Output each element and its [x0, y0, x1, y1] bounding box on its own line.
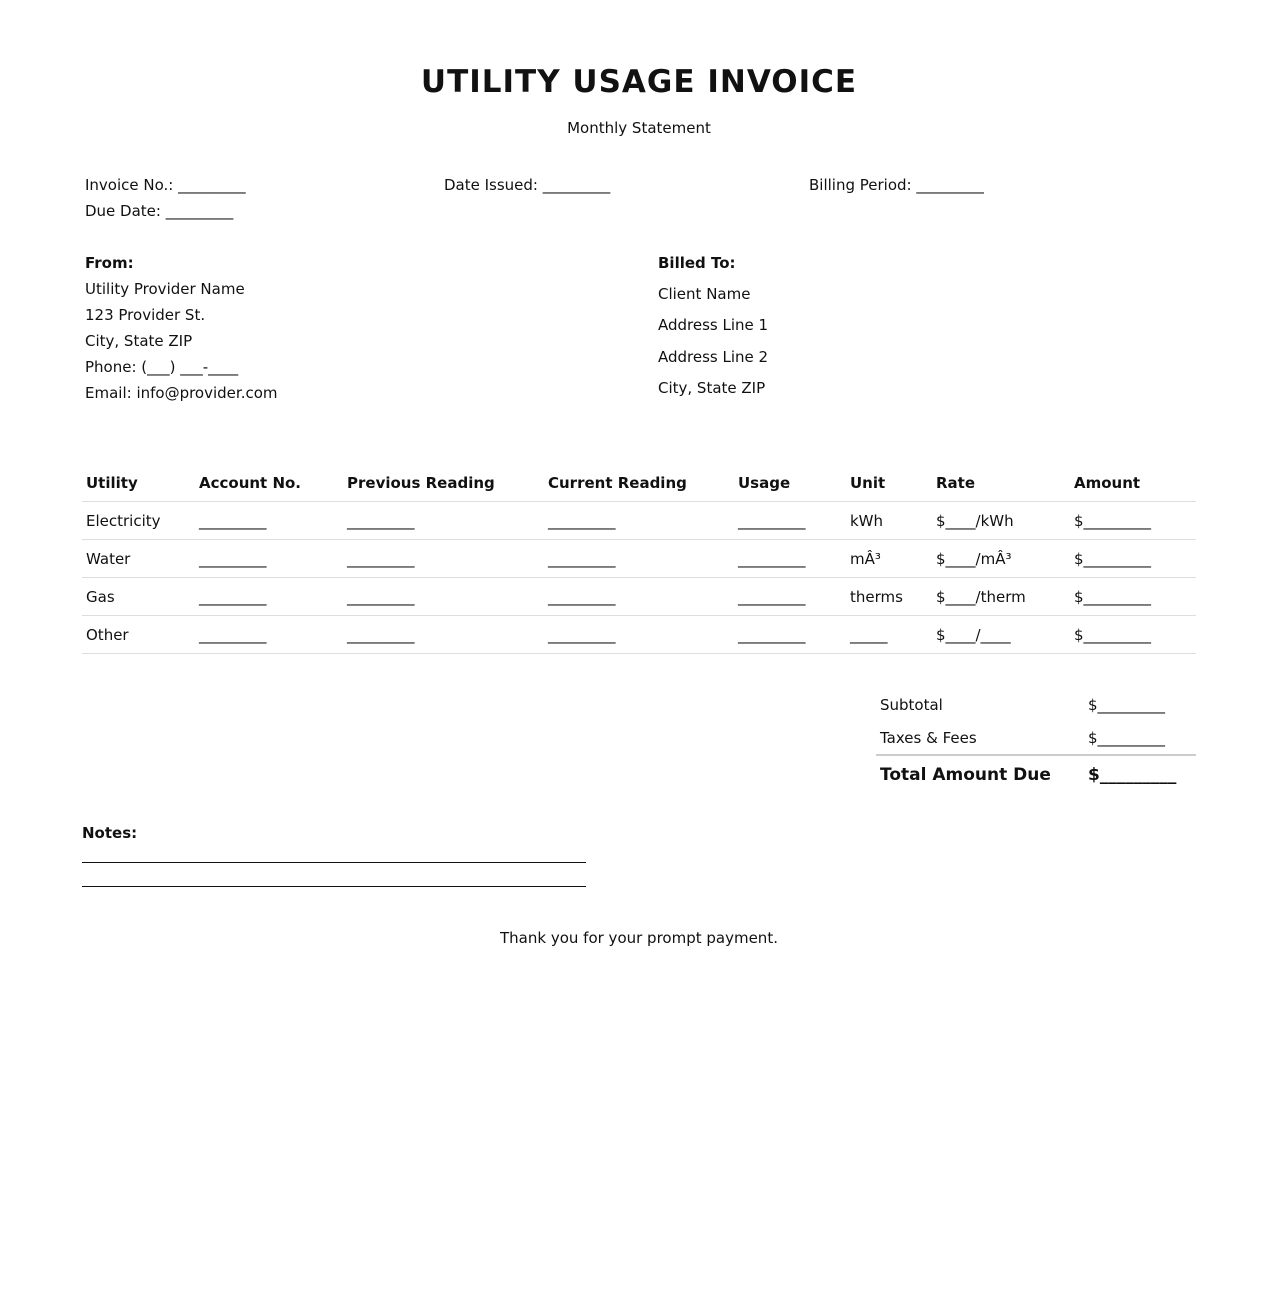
table-header-row — [82, 464, 1196, 502]
unit-cell: kWh — [846, 502, 932, 540]
taxes-label: Taxes & Fees — [880, 728, 977, 747]
usage-cell: _________ — [734, 616, 846, 654]
invoice-number-field: Invoice No.: _________ — [85, 176, 246, 194]
taxes-value: $_________ — [1088, 728, 1166, 747]
current-reading-cell: _________ — [544, 502, 734, 540]
header-account-no: Account No. — [195, 464, 343, 502]
table-row — [82, 540, 1196, 578]
billing-period-field: Billing Period: _________ — [809, 176, 984, 194]
unit-cell: therms — [846, 578, 932, 616]
current-reading-cell: _________ — [544, 578, 734, 616]
previous-reading-cell: _________ — [343, 616, 544, 654]
date-issued-field: Date Issued: _________ — [444, 176, 611, 194]
provider-phone: Phone: (___) ___-____ — [85, 358, 239, 376]
from-heading: From: — [85, 254, 134, 272]
thank-you-message: Thank you for your prompt payment. — [500, 929, 778, 947]
taxes-row — [876, 721, 1196, 755]
provider-city: City, State ZIP — [85, 332, 193, 350]
usage-cell: _________ — [734, 578, 846, 616]
provider-street: 123 Provider St. — [85, 306, 206, 324]
rate-cell: $____/kWh — [932, 502, 1070, 540]
total-value: $_________ — [1084, 755, 1196, 794]
header-previous-reading: Previous Reading — [343, 464, 544, 502]
unit-cell: mÂ³ — [846, 540, 932, 578]
amount-cell: $_________ — [1070, 502, 1196, 540]
subtotal-value: $_________ — [1088, 695, 1166, 714]
due-date-field: Due Date: _________ — [85, 202, 234, 220]
previous-reading-cell: _________ — [343, 578, 544, 616]
total-label: Total Amount Due — [876, 755, 1084, 794]
utility-cell: Gas — [82, 578, 195, 616]
account-no-cell: _________ — [195, 540, 343, 578]
client-address-line-2: Address Line 2 — [658, 348, 769, 366]
client-address-line-1: Address Line 1 — [658, 316, 769, 334]
header-unit: Unit — [846, 464, 932, 502]
notes-heading: Notes: — [82, 824, 138, 842]
unit-cell: _____ — [846, 616, 932, 654]
utility-cell: Water — [82, 540, 195, 578]
subtotal-label: Subtotal — [880, 695, 943, 714]
utility-cell: Other — [82, 616, 195, 654]
client-city: City, State ZIP — [658, 379, 766, 397]
usage-cell: _________ — [734, 502, 846, 540]
account-no-cell: _________ — [195, 502, 343, 540]
account-no-cell: _________ — [195, 616, 343, 654]
current-reading-cell: _________ — [544, 540, 734, 578]
provider-email: Email: info@provider.com — [85, 384, 278, 402]
client-name: Client Name — [658, 285, 751, 303]
previous-reading-cell: _________ — [343, 540, 544, 578]
amount-cell: $_________ — [1070, 578, 1196, 616]
previous-reading-cell: _________ — [343, 502, 544, 540]
notes-line — [82, 886, 586, 887]
rate-cell: $____/therm — [932, 578, 1070, 616]
header-rate: Rate — [932, 464, 1070, 502]
header-amount: Amount — [1070, 464, 1196, 502]
header-usage: Usage — [734, 464, 846, 502]
table-row — [82, 502, 1196, 540]
header-utility: Utility — [82, 464, 195, 502]
usage-cell: _________ — [734, 540, 846, 578]
table-row — [82, 616, 1196, 654]
header-current-reading: Current Reading — [544, 464, 734, 502]
usage-table — [82, 464, 1196, 654]
current-reading-cell: _________ — [544, 616, 734, 654]
totals-table — [876, 688, 1196, 794]
utility-cell: Electricity — [82, 502, 195, 540]
amount-cell: $_________ — [1070, 616, 1196, 654]
rate-cell: $____/mÂ³ — [932, 540, 1070, 578]
provider-name: Utility Provider Name — [85, 280, 245, 298]
invoice-subtitle: Monthly Statement — [567, 119, 711, 137]
amount-cell: $_________ — [1070, 540, 1196, 578]
invoice-title: UTILITY USAGE INVOICE — [420, 64, 858, 100]
billed-to-heading: Billed To: — [658, 254, 736, 272]
notes-line — [82, 862, 586, 863]
account-no-cell: _________ — [195, 578, 343, 616]
rate-cell: $____/____ — [932, 616, 1070, 654]
total-row — [876, 755, 1196, 794]
table-row — [82, 578, 1196, 616]
subtotal-row — [876, 688, 1196, 721]
